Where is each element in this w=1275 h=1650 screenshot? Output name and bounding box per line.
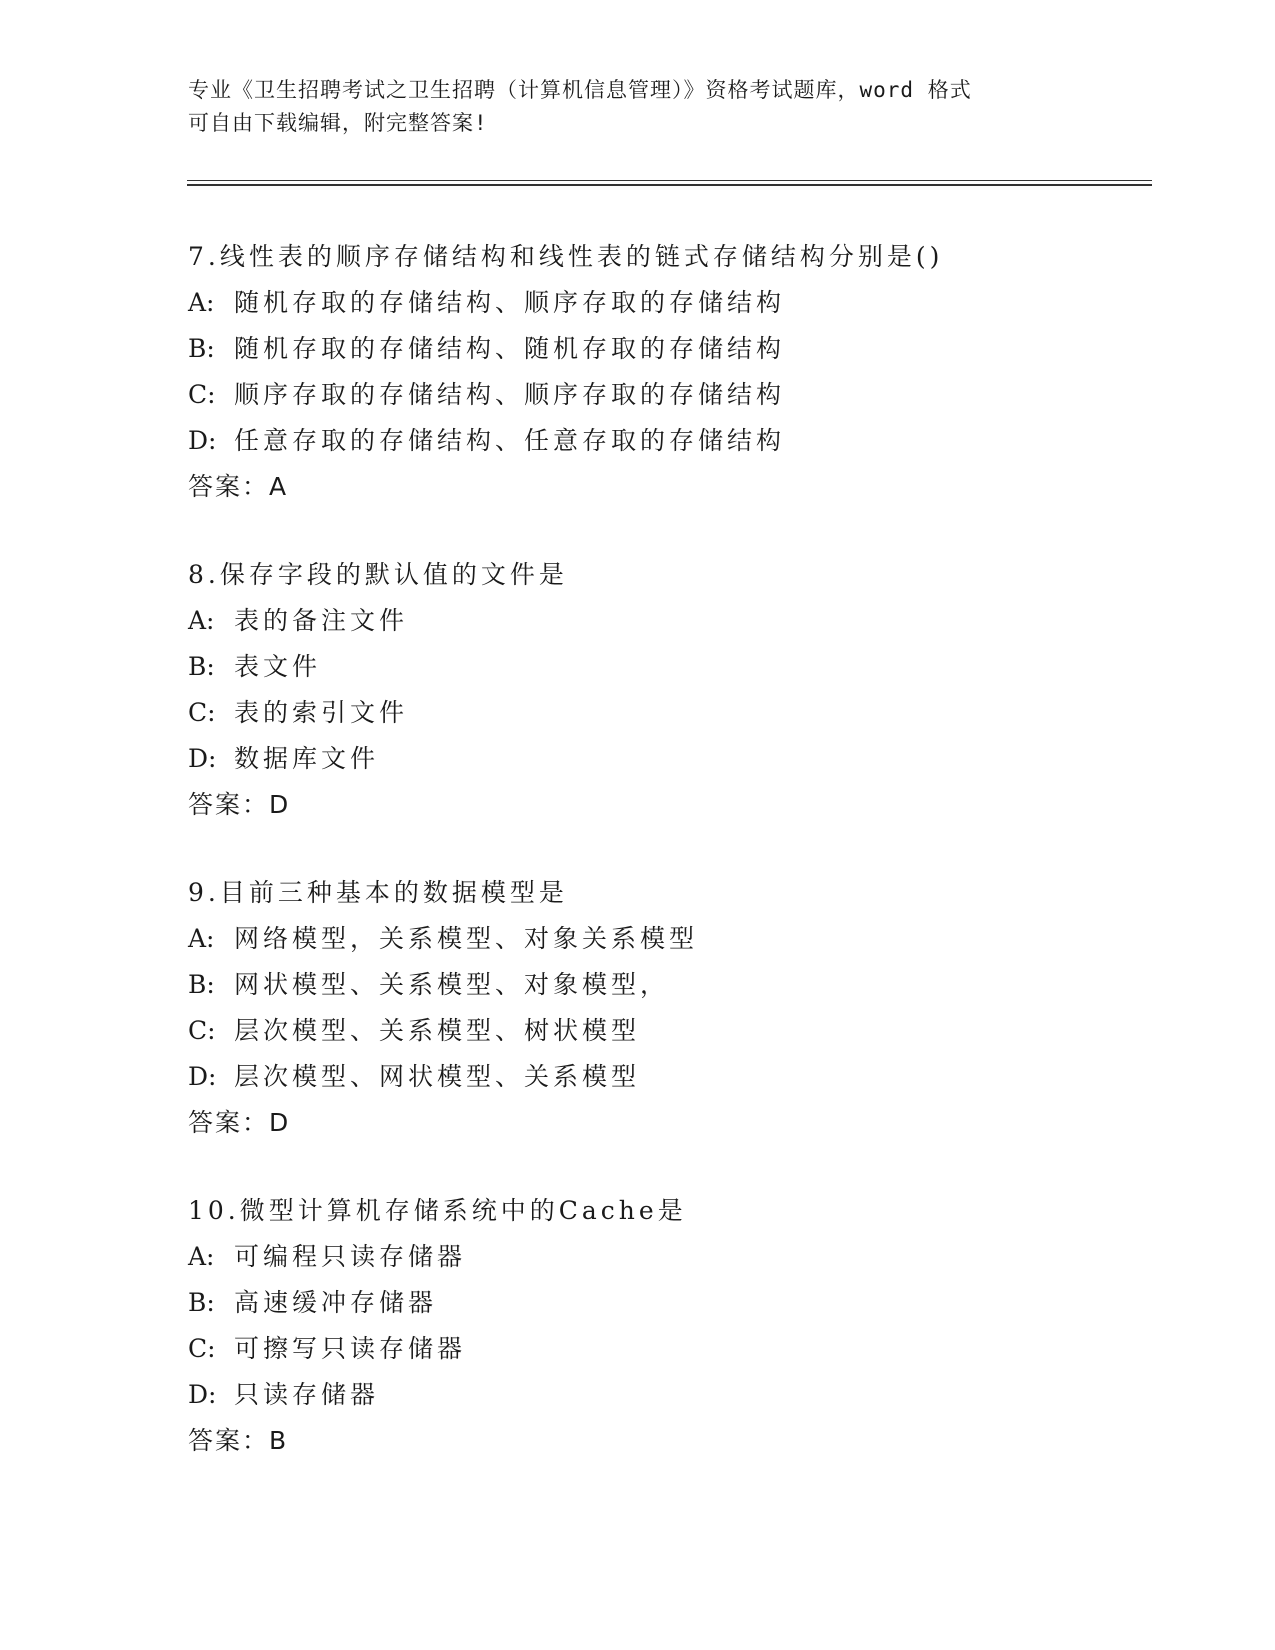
- option-key: C:: [188, 1334, 216, 1363]
- option-b: [188, 1280, 1148, 1326]
- option-d: [188, 1372, 1148, 1418]
- option-text: 表的备注文件: [234, 606, 409, 635]
- header-divider-thin: [187, 180, 1152, 181]
- option-text: 只读存储器: [234, 1380, 380, 1409]
- question-list: [188, 234, 1148, 1506]
- option-key: D:: [188, 1062, 217, 1091]
- option-d: [188, 1054, 1148, 1100]
- option-key: C:: [188, 380, 216, 409]
- option-c: [188, 690, 1148, 736]
- option-text: 网状模型、关系模型、对象模型，: [234, 970, 670, 999]
- option-text: 高速缓冲存储器: [234, 1288, 438, 1317]
- option-key: A:: [188, 1242, 215, 1271]
- option-key: D:: [188, 1380, 217, 1409]
- question-7: [188, 234, 1148, 510]
- question-8: [188, 552, 1148, 828]
- option-text: 表文件: [234, 652, 322, 681]
- option-text: 可擦写只读存储器: [234, 1334, 467, 1363]
- option-d: [188, 418, 1148, 464]
- option-key: D:: [188, 744, 217, 773]
- question-title: 10.微型计算机存储系统中的Cache是: [188, 1196, 687, 1225]
- option-c: [188, 372, 1148, 418]
- answer-line: 答案：D: [188, 790, 291, 819]
- option-c: [188, 1326, 1148, 1372]
- option-key: C:: [188, 698, 216, 727]
- option-text: 网络模型，关系模型、对象关系模型: [234, 924, 699, 953]
- option-a: [188, 280, 1148, 326]
- option-text: 随机存取的存储结构、顺序存取的存储结构: [234, 288, 786, 317]
- option-a: [188, 916, 1148, 962]
- option-text: 可编程只读存储器: [234, 1242, 467, 1271]
- option-d: [188, 736, 1148, 782]
- option-a: [188, 598, 1148, 644]
- option-b: [188, 326, 1148, 372]
- option-b: [188, 644, 1148, 690]
- question-9: [188, 870, 1148, 1146]
- option-key: D:: [188, 426, 217, 455]
- option-text: 随机存取的存储结构、随机存取的存储结构: [234, 334, 786, 363]
- option-key: B:: [188, 970, 215, 999]
- header-divider-thick: [187, 184, 1152, 186]
- option-c: [188, 1008, 1148, 1054]
- option-b: [188, 962, 1148, 1008]
- header-line-2: 可自由下载编辑，附完整答案!: [188, 111, 488, 135]
- option-key: B:: [188, 334, 215, 363]
- option-key: A:: [188, 924, 215, 953]
- header-line-1: 专业《卫生招聘考试之卫生招聘（计算机信息管理）》资格考试题库，word 格式: [188, 78, 972, 102]
- option-key: A:: [188, 606, 215, 635]
- option-text: 数据库文件: [234, 744, 380, 773]
- question-title: 9.目前三种基本的数据模型是: [188, 878, 568, 907]
- answer-line: 答案：B: [188, 1426, 289, 1455]
- answer-line: 答案：A: [188, 472, 289, 501]
- option-key: B:: [188, 1288, 215, 1317]
- question-10: [188, 1188, 1148, 1464]
- option-a: [188, 1234, 1148, 1280]
- option-text: 任意存取的存储结构、任意存取的存储结构: [234, 426, 786, 455]
- question-title: 8.保存字段的默认值的文件是: [188, 560, 568, 589]
- option-text: 顺序存取的存储结构、顺序存取的存储结构: [234, 380, 786, 409]
- question-title: 7.线性表的顺序存储结构和线性表的链式存储结构分别是(): [188, 242, 944, 271]
- option-key: C:: [188, 1016, 216, 1045]
- option-text: 表的索引文件: [234, 698, 409, 727]
- document-header: [188, 74, 1088, 140]
- answer-line: 答案：D: [188, 1108, 291, 1137]
- option-text: 层次模型、关系模型、树状模型: [234, 1016, 641, 1045]
- option-key: A:: [188, 288, 215, 317]
- option-key: B:: [188, 652, 215, 681]
- option-text: 层次模型、网状模型、关系模型: [234, 1062, 641, 1091]
